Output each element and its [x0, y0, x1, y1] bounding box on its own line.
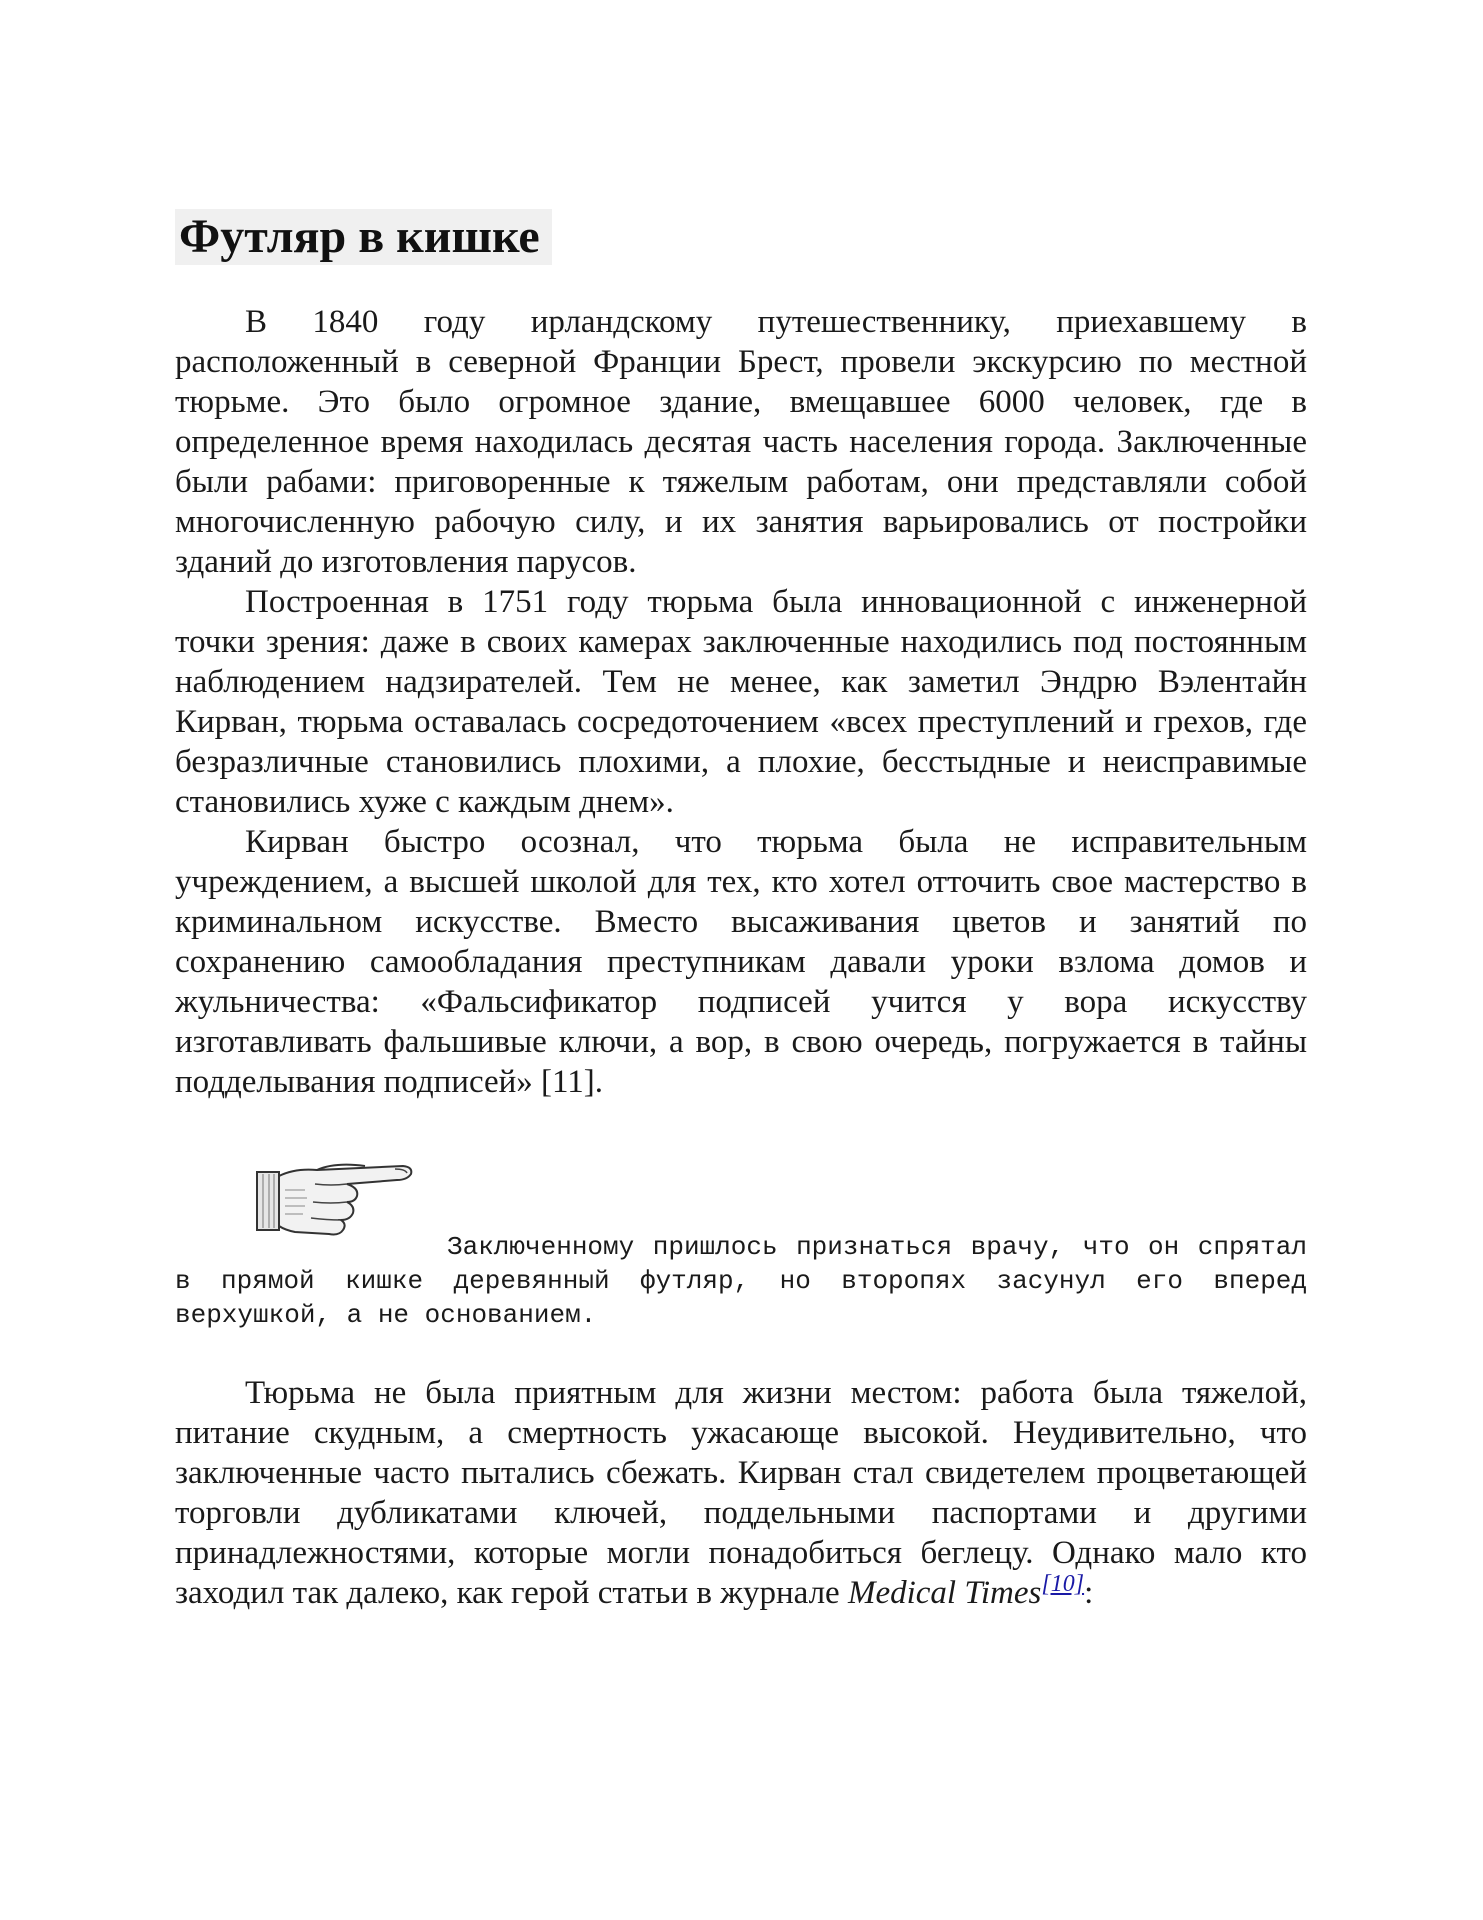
- journal-name: Medical Times: [847, 1575, 1042, 1611]
- paragraph-4: [175, 1373, 1307, 1613]
- chapter-heading: Футляр в кишке: [175, 209, 552, 265]
- paragraph-3: Кирван быстро осознал, что тюрьма была не исправительным учреждением, а высшей школой для тех, кто хотел отточить свое мастерство в криминальном искусстве. Вместо высаживания цветов и занятий по сохранению самообладания преступникам давали уроки взлома домов и жульничества: «Фальсификатор подписей учится у вора искусству изготавливать фальшивые ключи, а вор, в свою очередь, погружается в тайны подделывания подписей» [11].: [175, 824, 1307, 1100]
- body-text-top: [175, 302, 1307, 1102]
- paragraph-1: В 1840 году ирландскому путешественнику, приехавшему в расположенный в северной Франции Брест, провели экскурсию по местной тюрьме. Это было огромное здание, вмещавшее 6000 человек, где в определенное время находилась десятая часть населения города. Заключенные были рабами: приговоренные к тяжелым работам, они представляли собой многочисленную рабочую силу, и их занятия варьировались от постройки зданий до изготовления парусов.: [175, 304, 1307, 580]
- note-text-block: [175, 1230, 1307, 1332]
- footnote-link[interactable]: [10]: [1041, 1571, 1085, 1597]
- pointing-hand-icon: [255, 1160, 415, 1240]
- paragraph-2: Построенная в 1751 году тюрьма была инновационной с инженерной точки зрения: даже в своих камерах заключенные находились под постоянным наблюдением надзирателей. Тем не менее, как заметил Эндрю Вэлентайн Кирван, тюрьма оставалась сосредоточением «всех преступлений и грехов, где безразличные становились плохими, а плохие, бесстыдные и неисправимые становились хуже с каждым днем».: [175, 584, 1307, 820]
- paragraph-4-text: Тюрьма не была приятным для жизни местом: работа была тяжелой, питание скудным, а смертность ужасающе высокой. Неудивительно, что заключенные часто пытались сбежать. Кирван стал свидетелем процветающей торговли дубликатами ключей, поддельными паспортами и другими принадлежностями, которые могли понадобиться беглецу. Однако мало кто заходил так далеко, как герой статьи в журнале: [175, 1375, 1307, 1611]
- body-text-bottom: [175, 1373, 1307, 1613]
- paragraph-4-end: :: [1084, 1575, 1094, 1611]
- note-text: Заключенному пришлось признаться врачу, что он спрятал в прямой кишке деревянный футляр, но второпях засунул его вперед верхушкой, а не основанием.: [175, 1232, 1307, 1330]
